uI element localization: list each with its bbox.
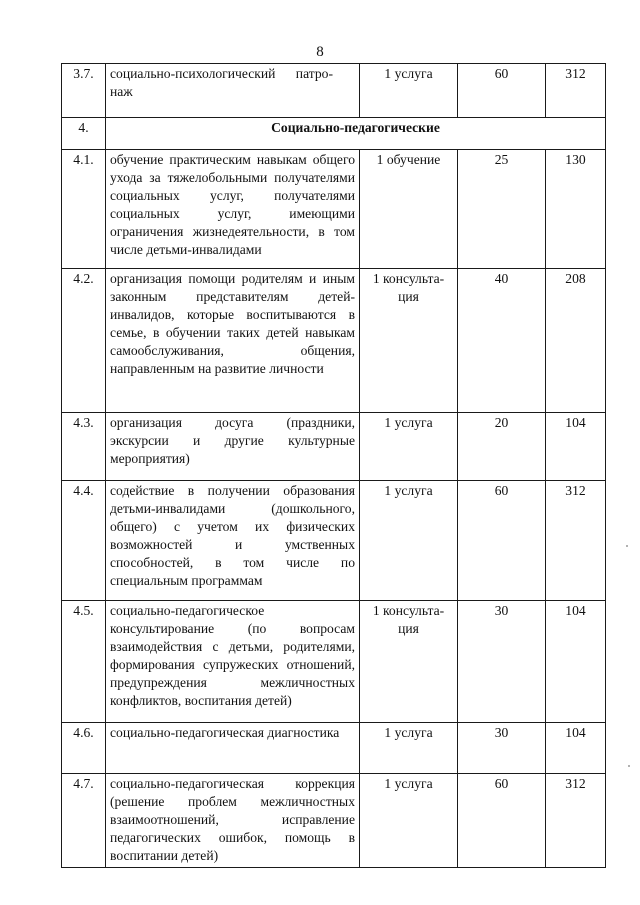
service-unit: 1 услуга	[360, 723, 458, 774]
service-unit: 1 услуга	[360, 774, 458, 868]
table-row	[62, 150, 606, 269]
service-time: 40	[458, 269, 546, 413]
page-number: 8	[316, 44, 324, 60]
table-row	[62, 774, 606, 868]
row-number: 4.4.	[62, 481, 106, 601]
service-description: социально-психологический патро- наж	[106, 64, 360, 118]
service-time: 60	[458, 481, 546, 601]
service-total: 104	[546, 413, 606, 481]
service-unit: 1 консульта- ция	[360, 601, 458, 723]
row-number: 4.6.	[62, 723, 106, 774]
table-row	[62, 64, 606, 118]
service-time: 20	[458, 413, 546, 481]
row-number: 4.1.	[62, 150, 106, 269]
service-description: организация досуга (праздники, экскурсии и другие культурные мероприятия)	[106, 413, 360, 481]
row-number: 4.2.	[62, 269, 106, 413]
service-description: обучение практическим навыкам общего ухода за тяжелобольными получателями социальных услуг, получателями социальных услуг, имеющими ограничения жизнедеятельности, в том числе детьми-инвалидами	[106, 150, 360, 269]
service-time: 60	[458, 774, 546, 868]
service-total: 312	[546, 64, 606, 118]
section-title: Социально-педагогические	[106, 118, 606, 150]
service-total: 312	[546, 481, 606, 601]
service-unit: 1 услуга	[360, 413, 458, 481]
section-number: 4.	[62, 118, 106, 150]
row-number: 4.3.	[62, 413, 106, 481]
service-description: содействие в получении образования детьми-инвалидами (дошкольного, общего) с учетом их физических возможностей и умственных способностей, в том числе по специальным программам	[106, 481, 360, 601]
row-number: 4.5.	[62, 601, 106, 723]
row-number: 4.7.	[62, 774, 106, 868]
table-row	[62, 723, 606, 774]
service-total: 312	[546, 774, 606, 868]
section-row	[62, 118, 606, 150]
service-total: 130	[546, 150, 606, 269]
service-time: 60	[458, 64, 546, 118]
service-total: 208	[546, 269, 606, 413]
service-unit: 1 услуга	[360, 481, 458, 601]
service-description: социально-педагогическая диагностика	[106, 723, 360, 774]
service-description: организация помощи родителям и иным законным представителям детей-инвалидов, которые воспитываются в семье, в обучении таких детей навыкам самообслуживания, общения, направленным на развитие личности	[106, 269, 360, 413]
scan-speck	[626, 545, 628, 547]
service-total: 104	[546, 601, 606, 723]
scan-speck	[628, 765, 630, 767]
service-description: социально-педагогическая коррекция (решение проблем межличностных взаимоотношений, исправление педагогических ошибок, помощь в воспитании детей)	[106, 774, 360, 868]
service-total: 104	[546, 723, 606, 774]
service-time: 30	[458, 723, 546, 774]
service-unit: 1 обучение	[360, 150, 458, 269]
table-row	[62, 481, 606, 601]
service-description: социально-педагогическое консультирование (по вопросам взаимодействия с детьми, родителями, формирования супружеских отношений, предупреждения межличностных конфликтов, воспитания детей)	[106, 601, 360, 723]
service-time: 25	[458, 150, 546, 269]
service-unit: 1 консульта- ция	[360, 269, 458, 413]
table-row	[62, 413, 606, 481]
services-table	[61, 63, 606, 868]
service-unit: 1 услуга	[360, 64, 458, 118]
table-row	[62, 601, 606, 723]
table-row	[62, 269, 606, 413]
row-number: 3.7.	[62, 64, 106, 118]
service-time: 30	[458, 601, 546, 723]
